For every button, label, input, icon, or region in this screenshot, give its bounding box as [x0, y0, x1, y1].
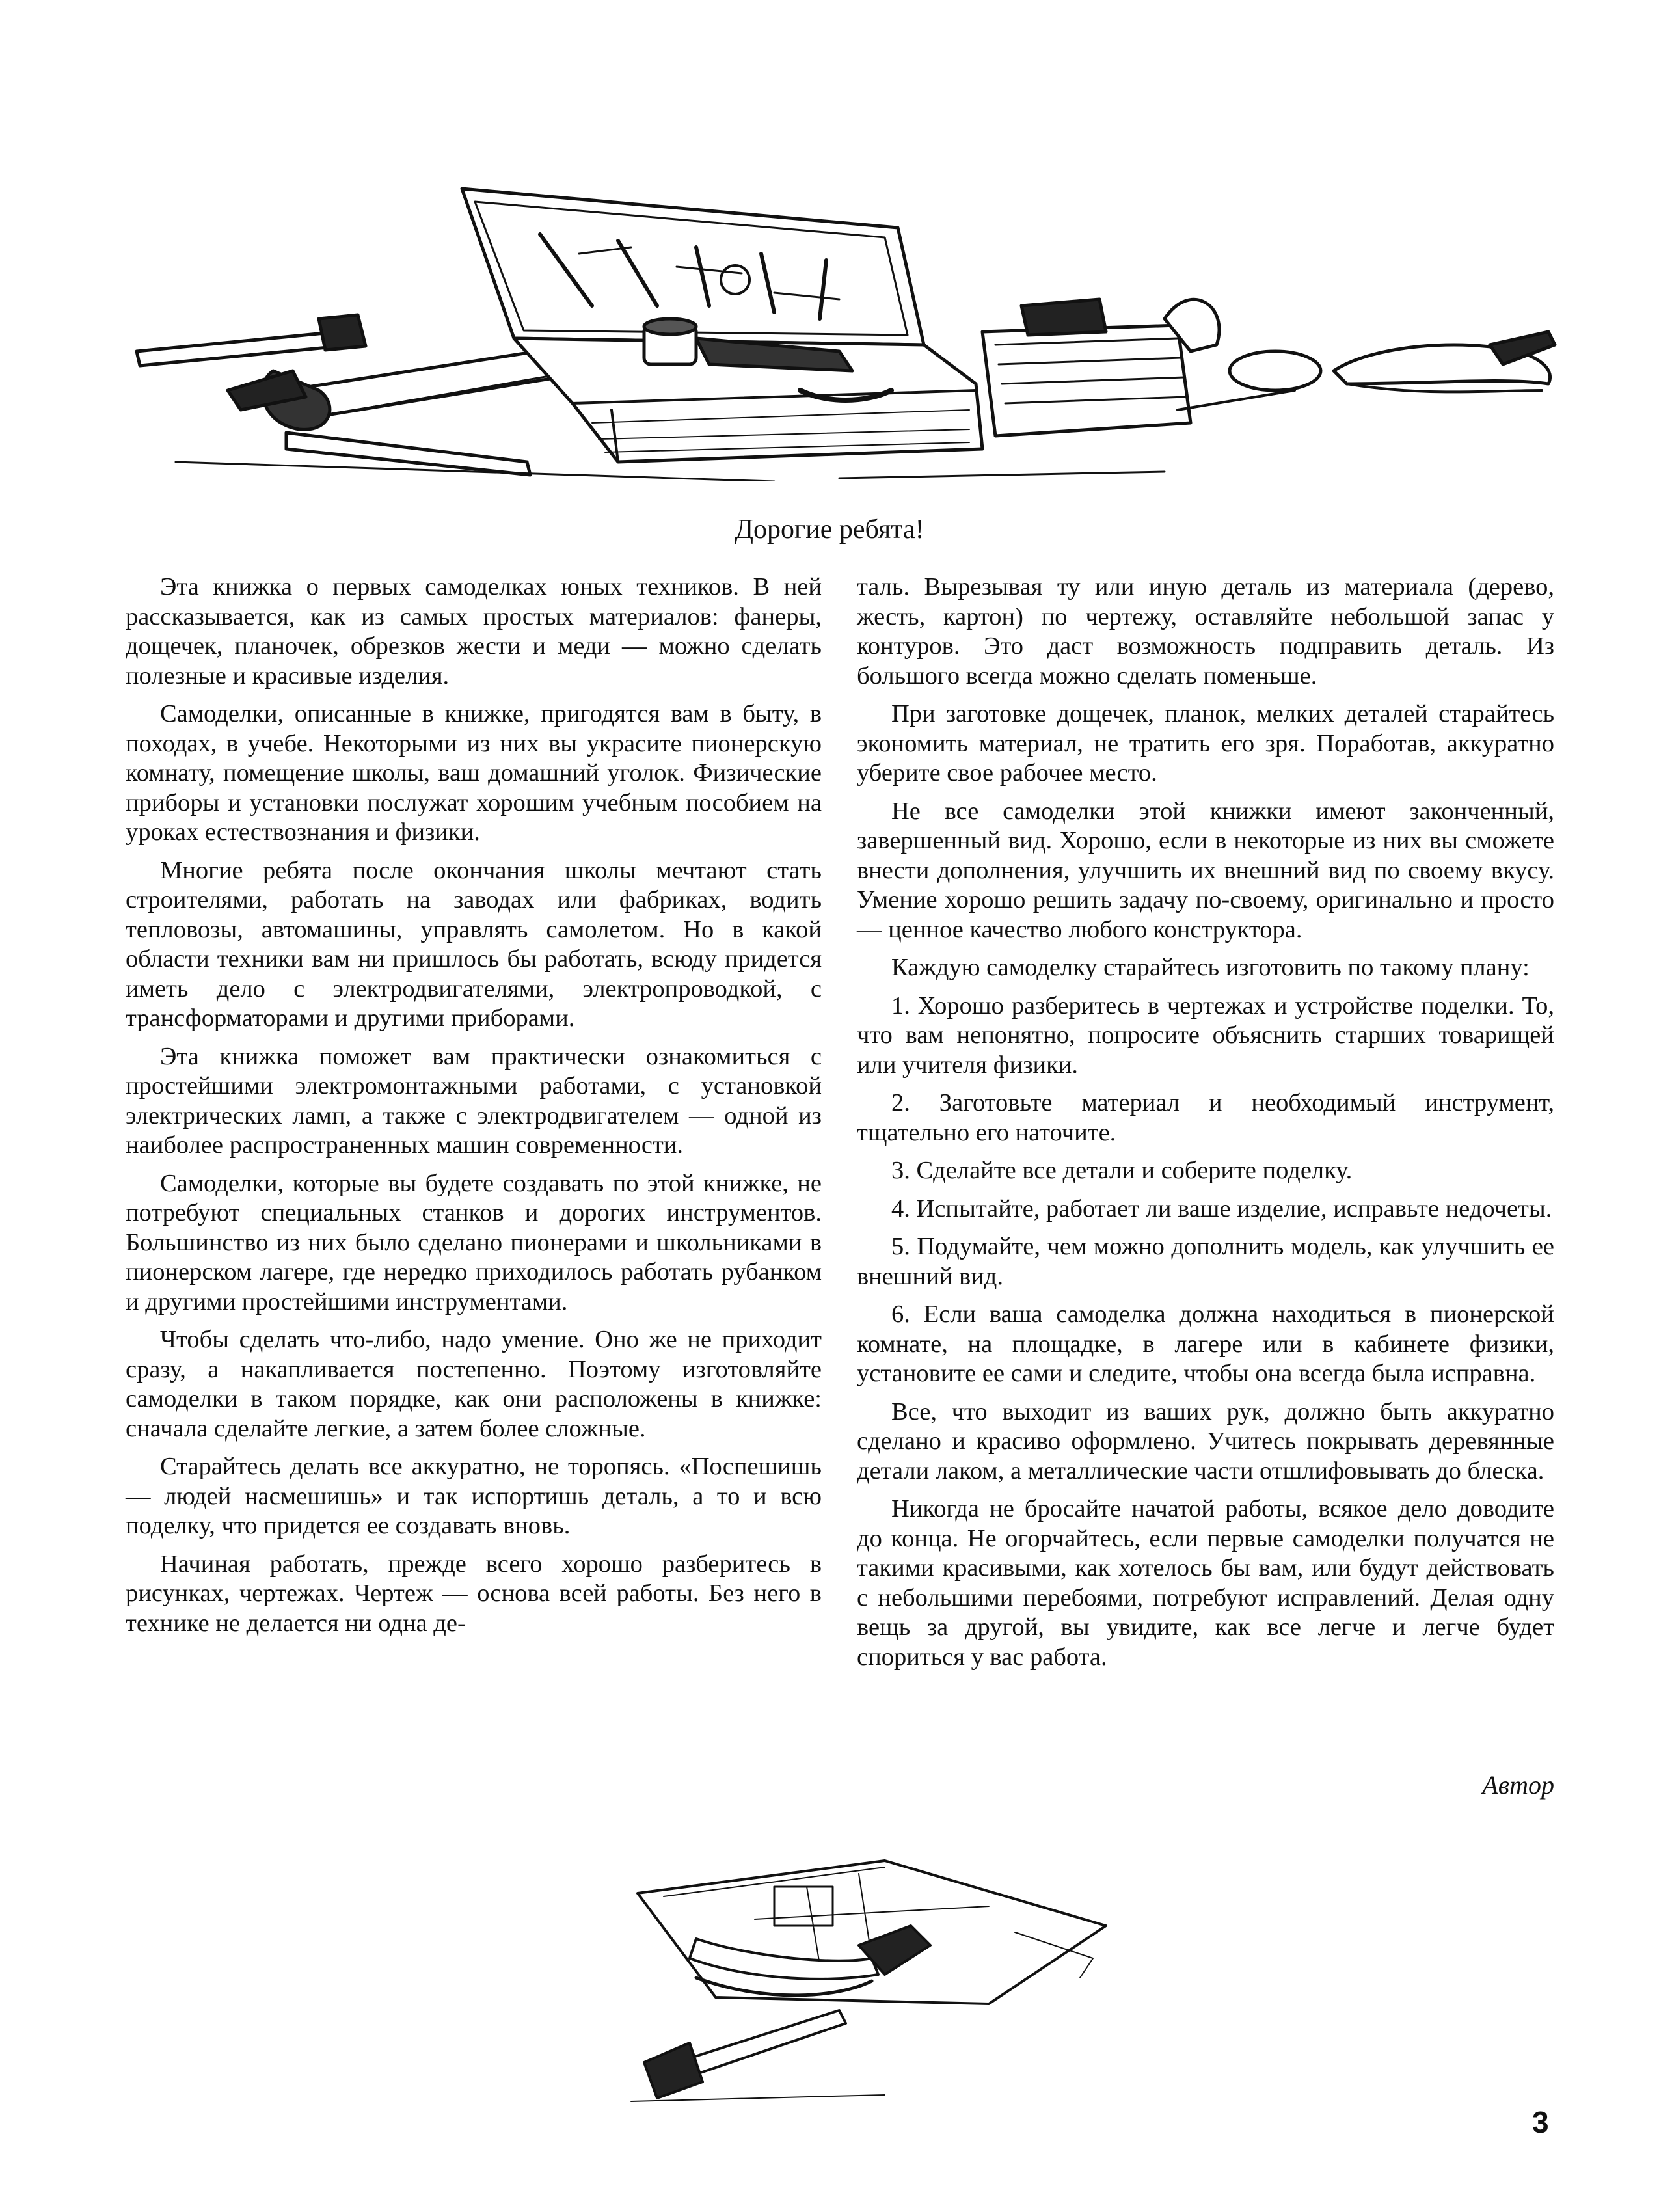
- paragraph: Никогда не бросайте начатой работы, всякое дело доводите до конца. Не огорчайтесь, если первые самоделки получатся не такими красивыми, как хотелось бы вам, или будут действовать с небольшими перебоями, потребуют исправлений. Делая одну вещь за другой, вы увидите, как все легче и легче будет спориться у вас работа.: [857, 1495, 1554, 1671]
- list-item: 5. Подумайте, чем можно дополнить модель, как улучшить ее внешний вид.: [857, 1233, 1554, 1290]
- list-item: 2. Заготовьте материал и необходимый инструмент, тщательно его наточите.: [857, 1089, 1554, 1146]
- paragraph: Самоделки, которые вы будете создавать по этой книжке, не потребуют специальных станков и дорогих инструментов. Большинство из них было сделано пионерами и школьниками в пионерском лагере, где нередко приходилось работать рубанком и другими простейшими инструментами.: [126, 1169, 822, 1315]
- paragraph: Каждую самоделку старайтесь изготовить по такому плану:: [891, 954, 1530, 981]
- drawing-tools-illustration: [625, 1848, 1119, 2108]
- list-item: 1. Хорошо разберитесь в чертежах и устройстве поделки. То, что вам непонятно, попросите объяснить старших товарищей или учителя физики.: [857, 991, 1554, 1079]
- paragraph: Старайтесь делать все аккуратно, не торопясь. «Поспешишь — людей насмешишь» и так испортишь деталь, а то и всю поделку, что придется ее создавать вновь.: [126, 1453, 822, 1539]
- list-item: 6. Если ваша самоделка должна находиться в пионерской комнате, на площадке, в лагере или в кабинете физики, установите ее сами и следите, чтобы она всегда была исправна.: [857, 1301, 1554, 1387]
- paragraph: Не все самоделки этой книжки имеют законченный, завершенный вид. Хорошо, если в некоторые из них вы сможете внести дополнения, улучшить их внешний вид по своему вкусу. Умение хорошо решить задачу по-своему, оригинально и просто — ценное качество любого конструктора.: [857, 797, 1554, 943]
- paragraph: Чтобы сделать что-либо, надо умение. Оно же не приходит сразу, а накапливается постепенно. Поэтому изготовляйте самоделки в таком порядке, как они расположены в книжке: сначала сделайте легкие, а затем более сложные.: [126, 1326, 822, 1442]
- right-text-column: [857, 573, 1554, 1680]
- toolbox-illustration: [124, 176, 1574, 481]
- plane-icon: [982, 299, 1321, 436]
- pliers-icon: [1334, 332, 1555, 392]
- paragraph: Все, что выходит из ваших рук, должно быть аккуратно сделано и красиво оформлено. Учитесь покрывать деревянные детали лаком, а металлические части отшлифовывать до блеска.: [857, 1397, 1554, 1485]
- page-number: 3: [1532, 2105, 1549, 2139]
- paragraph: Начиная работать, прежде всего хорошо разберитесь в рисунках, чертежах. Чертеж — основа всей работы. Без него в технике не делается ни одна де-: [126, 1550, 822, 1637]
- paragraph: Самоделки, описанные в книжке, пригодятся вам в быту, в походах, в учебе. Некоторыми из них вы украсите пионерскую комнату, помещение школы, ваш домашний уголок. Физические приборы и установки послужат хорошим учебным пособием на уроках естествознания и физики.: [126, 700, 822, 846]
- paragraph: Многие ребята после окончания школы мечтают стать строителями, работать на заводах или фабриках, водить тепловозы, автомашины, управлять самолетом. Но в какой области техники вам ни пришлось бы работать, всюду придется иметь дело с электродвигателями, электропроводкой, с трансформаторами и другими приборами.: [126, 856, 822, 1032]
- page-title: Дорогие ребята!: [735, 515, 924, 545]
- paragraph: При заготовке дощечек, планок, мелких деталей старайтесь экономить материал, не тратить его зря. Поработав, аккуратно уберите свое рабочее место.: [857, 700, 1554, 787]
- list-item: 3. Сделайте все детали и соберите поделку.: [891, 1157, 1353, 1184]
- paragraph: Эта книжка поможет вам практически ознакомиться с простейшими электромонтажными работами, с установкой электрических ламп, а также с электродвигателем — одной из наиболее распространенных машин современности.: [126, 1042, 822, 1159]
- list-item: 4. Испытайте, работает ли ваше изделие, исправьте недочеты.: [891, 1194, 1552, 1222]
- paragraph-continuation: таль. Вырезывая ту или иную деталь из материала (дерево, жесть, картон) по чертежу, оставляйте небольшой запас у контуров. Это даст возможность подправить деталь. Из большого всегда можно сделать поменьше.: [857, 573, 1554, 690]
- left-text-column: [126, 573, 822, 1647]
- paragraph: Эта книжка о первых самоделках юных техников. В ней рассказывается, как из самых простых материалов: фанеры, дощечек, планочек, обрезков жести и меди — можно сделать полезные и красивые изделия.: [126, 573, 822, 690]
- author-signature: Автор: [1482, 1770, 1554, 1800]
- hammer-icon: [137, 315, 366, 366]
